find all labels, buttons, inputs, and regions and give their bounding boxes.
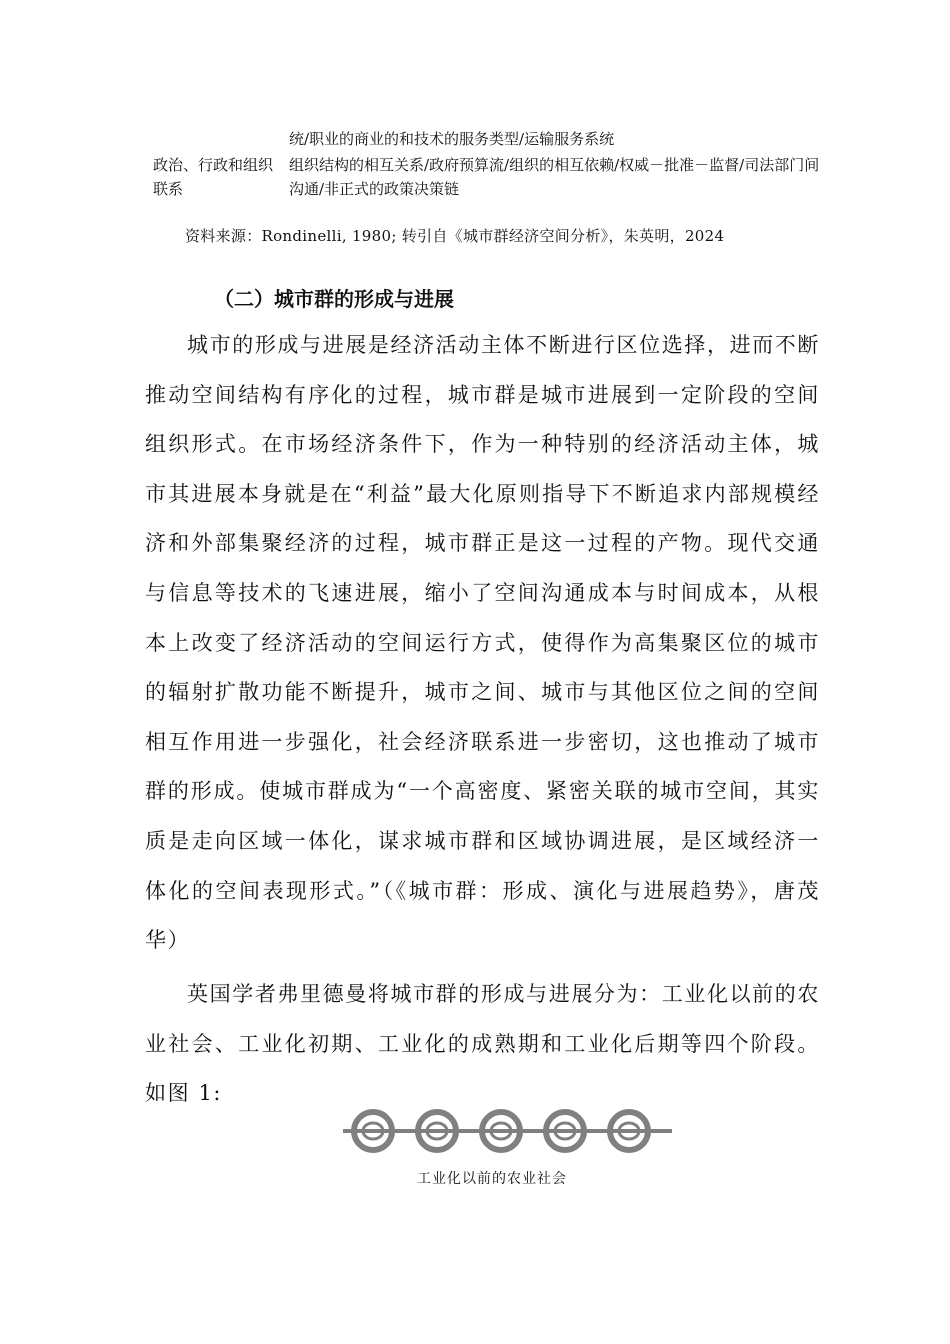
table-cell-top-continuation: 统/职业的商业的和技术的服务类型/运输服务系统 — [289, 130, 615, 148]
figure-city-nodes — [340, 1106, 680, 1156]
figure-caption: 工业化以前的农业社会 — [417, 1171, 567, 1187]
table-cell-items: 组织结构的相互关系/政府预算流/组织的相互依赖/权威－批准－监督/司法部门间沟通/非正式的政策决策链 — [289, 156, 820, 198]
source-note: 资料来源：Rondinelli, 1980; 转引自《城市群经济空间分析》，朱英明，2024 — [185, 227, 725, 245]
paragraph-friedmann-stages: 英国学者弗里德曼将城市群的形成与进展分为：工业化以前的农业社会、工业化初期、工业化的成熟期和工业化后期等四个阶段。如图 1: — [145, 982, 820, 1106]
paragraph-formation: 城市的形成与进展是经济活动主体不断进行区位选择，进而不断推动空间结构有序化的过程，城市群是城市进展到一定阶段的空间组织形式。在市场经济条件下，作为一种特别的经济活动主体，城市其进展本身就是在“利益”最大化原则指导下不断追求内部规模经济和外部集聚经济的过程，城市群正是这一过程的产物。现代交通与信息等技术的飞速进展，缩小了空间沟通成本与时间成本，从根本上改变了经济活动的空间运行方式，使得作为高集聚区位的城市的辐射扩散功能不断提升，城市之间、城市与其他区位之间的空间相互作用进一步强化，社会经济联系进一步密切，这也推动了城市群的形成。使城市群成为“一个高密度、紧密关联的城市空间，其实质是走向区域一体化，谋求城市群和区域协调进展，是区域经济一体化的空间表现形式。”（《城市群：形成、演化与进展趋势》，唐茂华） — [145, 333, 820, 953]
section-heading: （二）城市群的形成与进展 — [214, 287, 454, 311]
table-cell-category: 政治、行政和组织联系 — [153, 156, 274, 198]
